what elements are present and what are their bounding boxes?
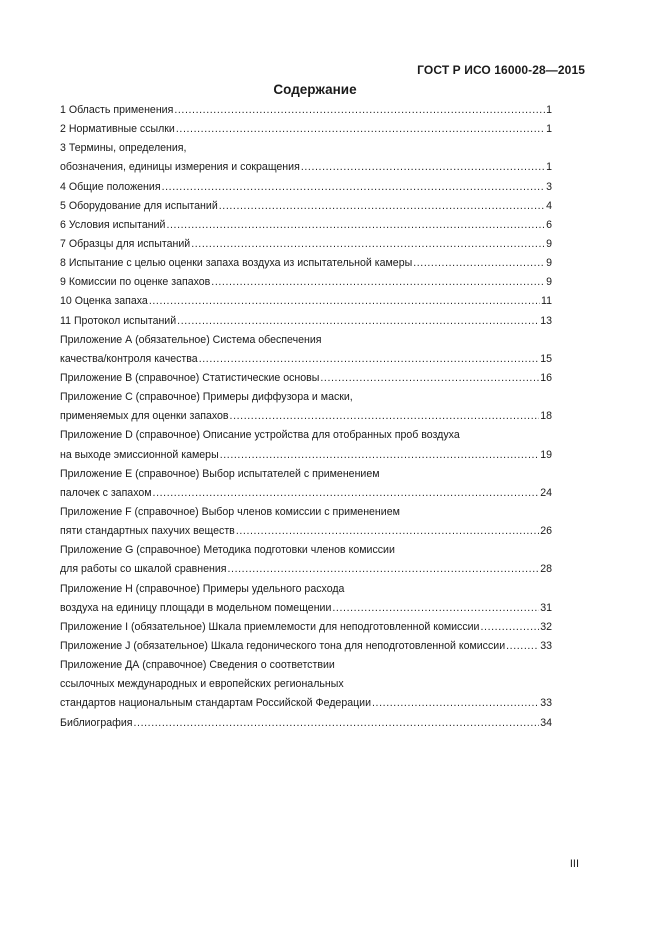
toc-entry-title: Приложение Н (справочное) Примеры удельного расхода — [60, 582, 345, 595]
toc-dot-leader — [506, 637, 539, 656]
toc-dot-leader — [174, 101, 545, 120]
toc-page-number: 1 — [546, 161, 552, 174]
table-of-contents — [60, 101, 552, 733]
toc-entry-title: 11 Протокол испытаний — [60, 314, 177, 327]
toc-page-number: 9 — [546, 237, 552, 250]
toc-page-number: 1 — [546, 123, 552, 136]
toc-page-number: 28 — [540, 563, 552, 576]
toc-entry-title: 6 Условия испытаний — [60, 218, 166, 231]
toc-dot-leader — [177, 312, 539, 331]
toc-entry[interactable] — [60, 714, 552, 733]
toc-entry-title: Приложение А (обязательное) Система обеспечения — [60, 333, 322, 346]
toc-page-number: 6 — [546, 218, 552, 231]
toc-entry-title: Приложение I (обязательное) Шкала приемлемости для неподготовленной комиссии — [60, 620, 480, 633]
toc-page-number: 18 — [540, 410, 552, 423]
toc-entry-title: 4 Общие положения — [60, 180, 161, 193]
toc-page-number: 32 — [540, 620, 552, 633]
toc-dot-leader — [199, 350, 540, 369]
toc-entry[interactable] — [60, 388, 552, 426]
toc-entry-title: 5 Оборудование для испытаний — [60, 199, 218, 212]
toc-entry-title: ссылочных международных и европейских региональных — [60, 678, 344, 691]
toc-entry[interactable] — [60, 197, 552, 216]
toc-entry-title: 3 Термины, определения, — [60, 142, 187, 155]
toc-entry-title: Приложение ДА (справочное) Сведения о соответствии — [60, 659, 335, 672]
toc-entry-title: стандартов национальным стандартам Российской Федерации — [60, 697, 372, 710]
toc-entry-title: Библиография — [60, 716, 133, 729]
toc-entry-title: обозначения, единицы измерения и сокращения — [60, 161, 300, 174]
toc-entry-title: Приложение Е (справочное) Выбор испытателей с применением — [60, 467, 380, 480]
toc-dot-leader — [220, 446, 540, 465]
toc-entry[interactable] — [60, 101, 552, 120]
toc-entry[interactable] — [60, 503, 552, 541]
toc-page-number: 24 — [540, 486, 552, 499]
toc-entry[interactable] — [60, 292, 552, 311]
toc-entry[interactable] — [60, 465, 552, 503]
toc-dot-leader — [301, 158, 545, 177]
toc-page-number: 33 — [540, 697, 552, 710]
toc-page-number: 19 — [540, 448, 552, 461]
toc-dot-leader — [480, 618, 539, 637]
toc-entry-title: Приложение В (справочное) Статистические основы — [60, 371, 320, 384]
toc-page-number: 1 — [546, 104, 552, 116]
toc-entry[interactable] — [60, 216, 552, 235]
toc-entry[interactable] — [60, 273, 552, 292]
toc-page-number: 26 — [540, 525, 552, 538]
toc-page-number: 11 — [541, 295, 552, 308]
toc-entry[interactable] — [60, 369, 552, 388]
toc-entry[interactable] — [60, 139, 552, 177]
toc-dot-leader — [219, 197, 545, 216]
toc-dot-leader — [133, 714, 539, 733]
toc-entry-title: палочек с запахом — [60, 486, 152, 499]
toc-entry-title: 9 Комиссии по оценке запахов — [60, 276, 211, 289]
toc-entry-title: пяти стандартных пахучих веществ — [60, 525, 235, 538]
toc-page-number: 15 — [540, 352, 552, 365]
toc-entry-title: 1 Область применения — [60, 104, 174, 116]
toc-entry-title: 7 Образцы для испытаний — [60, 237, 191, 250]
page-number: III — [569, 858, 579, 870]
toc-dot-leader — [230, 407, 540, 426]
toc-page-number: 13 — [540, 314, 552, 327]
toc-entry-title: качества/контроля качества — [60, 352, 198, 365]
toc-dot-leader — [227, 560, 539, 579]
toc-entry[interactable] — [60, 541, 552, 579]
toc-page-number: 9 — [546, 276, 552, 289]
toc-dot-leader — [332, 599, 539, 618]
toc-page-number: 31 — [540, 601, 552, 614]
toc-page-number: 16 — [540, 371, 552, 384]
toc-entry-title: Приложение J (обязательное) Шкала гедонического тона для неподготовленной комиссии — [60, 639, 506, 652]
toc-dot-leader — [176, 120, 545, 139]
toc-entry-title: воздуха на единицу площади в модельном помещении — [60, 601, 332, 614]
toc-entry[interactable] — [60, 656, 552, 713]
toc-page-number: 33 — [540, 639, 552, 652]
toc-entry-title: Приложение F (справочное) Выбор членов комиссии с применением — [60, 505, 400, 518]
toc-entry[interactable] — [60, 580, 552, 618]
toc-entry-title: Приложение G (справочное) Методика подготовки членов комиссии — [60, 544, 395, 557]
toc-dot-leader — [413, 254, 545, 273]
toc-page-number: 4 — [546, 199, 552, 212]
toc-dot-leader — [149, 292, 540, 311]
toc-entry[interactable] — [60, 120, 552, 139]
toc-dot-leader — [372, 694, 539, 713]
toc-dot-leader — [153, 484, 540, 503]
toc-entry[interactable] — [60, 235, 552, 254]
toc-entry[interactable] — [60, 618, 552, 637]
toc-dot-leader — [320, 369, 539, 388]
toc-dot-leader — [236, 522, 539, 541]
toc-dot-leader — [162, 178, 546, 197]
toc-entry-title: 10 Оценка запаха — [60, 295, 148, 308]
toc-page-number: 9 — [546, 257, 552, 270]
toc-page-number: 34 — [540, 716, 552, 729]
toc-entry-title: 2 Нормативные ссылки — [60, 123, 175, 136]
toc-entry-title: для работы со шкалой сравнения — [60, 563, 227, 576]
toc-dot-leader — [211, 273, 545, 292]
toc-page-number: 3 — [546, 180, 552, 193]
toc-dot-leader — [191, 235, 545, 254]
page-title: Содержание — [273, 82, 357, 97]
toc-entry-title: Приложение С (справочное) Примеры диффузора и маски, — [60, 391, 353, 404]
toc-entry-title: на выходе эмиссионной камеры — [60, 448, 219, 461]
toc-entry[interactable] — [60, 178, 552, 197]
toc-entry[interactable] — [60, 254, 552, 273]
toc-entry-title: Приложение D (справочное) Описание устройства для отобранных проб воздуха — [60, 429, 460, 442]
toc-entry[interactable] — [60, 331, 552, 369]
toc-entry-title: 8 Испытание с целью оценки запаха воздуха из испытательной камеры — [60, 257, 413, 270]
toc-entry[interactable] — [60, 312, 552, 331]
toc-entry[interactable] — [60, 426, 552, 464]
document-header: ГОСТ Р ИСО 16000-28—2015 — [417, 63, 585, 77]
toc-entry-title: применяемых для оценки запахов — [60, 410, 229, 423]
toc-dot-leader — [166, 216, 545, 235]
toc-entry[interactable] — [60, 637, 552, 656]
